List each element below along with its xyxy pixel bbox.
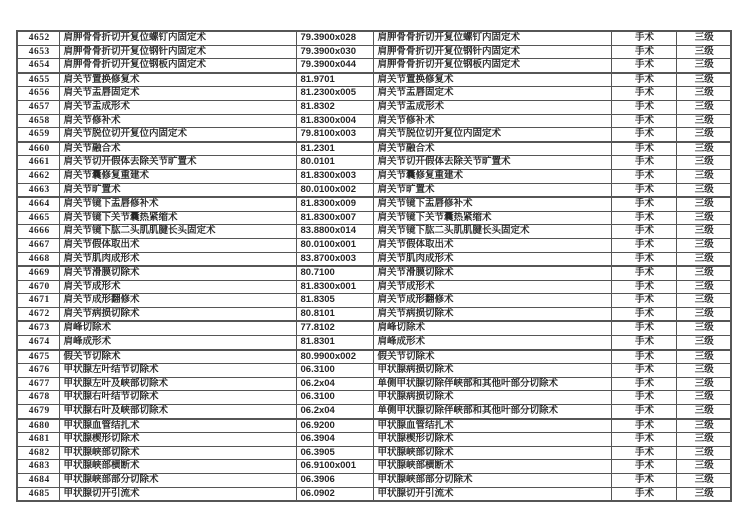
icd-code: 06.9100x001 — [296, 460, 373, 474]
icd-code: 80.8101 — [296, 307, 373, 321]
procedure-alt-name: 肩关节肌肉成形术 — [373, 252, 611, 266]
row-number: 4673 — [17, 321, 59, 335]
operation-level: 三级 — [676, 197, 731, 211]
table-row — [17, 211, 731, 225]
icd-code: 06.3100 — [296, 364, 373, 378]
procedure-alt-name: 甲状腺楔形切除术 — [373, 433, 611, 447]
operation-category: 手术 — [611, 460, 676, 474]
operation-level: 三级 — [676, 87, 731, 101]
row-number: 4657 — [17, 100, 59, 114]
operation-category: 手术 — [611, 87, 676, 101]
row-number: 4671 — [17, 294, 59, 308]
table-row — [17, 307, 731, 321]
table-row — [17, 446, 731, 460]
icd-code: 80.9900x002 — [296, 350, 373, 364]
table-row — [17, 59, 731, 73]
table-row — [17, 433, 731, 447]
procedure-name: 肩关节囊修复重建术 — [59, 169, 296, 183]
row-number: 4654 — [17, 59, 59, 73]
table-body — [17, 31, 731, 501]
icd-code: 80.0100x001 — [296, 238, 373, 252]
operation-category: 手术 — [611, 156, 676, 170]
table-row — [17, 252, 731, 266]
operation-category: 手术 — [611, 142, 676, 156]
procedure-alt-name: 甲状腺峡部切除术 — [373, 446, 611, 460]
table-row — [17, 197, 731, 211]
procedure-alt-name: 单侧甲状腺切除伴峡部和其他叶部分切除术 — [373, 405, 611, 419]
operation-level: 三级 — [676, 460, 731, 474]
procedure-alt-name: 肩关节滑膜切除术 — [373, 266, 611, 280]
table-row — [17, 364, 731, 378]
procedure-name: 肩胛骨骨折切开复位钢板内固定术 — [59, 59, 296, 73]
row-number: 4675 — [17, 350, 59, 364]
table-row — [17, 280, 731, 294]
procedure-name: 肩胛骨骨折切开复位螺钉内固定术 — [59, 31, 296, 45]
procedure-name: 甲状腺左叶结节切除术 — [59, 364, 296, 378]
table-row — [17, 266, 731, 280]
procedure-name: 假关节切除术 — [59, 350, 296, 364]
row-number: 4656 — [17, 87, 59, 101]
icd-code: 79.3900x030 — [296, 45, 373, 59]
row-number: 4664 — [17, 197, 59, 211]
operation-category: 手术 — [611, 31, 676, 45]
procedure-alt-name: 甲状腺病损切除术 — [373, 391, 611, 405]
table-row — [17, 183, 731, 197]
row-number: 4667 — [17, 238, 59, 252]
procedure-alt-name: 甲状腺切开引流术 — [373, 487, 611, 501]
icd-code: 81.8300x001 — [296, 280, 373, 294]
row-number: 4677 — [17, 377, 59, 391]
operation-level: 三级 — [676, 294, 731, 308]
icd-code: 06.3904 — [296, 433, 373, 447]
operation-category: 手术 — [611, 169, 676, 183]
row-number: 4668 — [17, 252, 59, 266]
procedure-name: 甲状腺峡部部分切除术 — [59, 474, 296, 488]
procedure-name: 肩关节融合术 — [59, 142, 296, 156]
table-row — [17, 377, 731, 391]
operation-category: 手术 — [611, 266, 676, 280]
icd-code: 80.7100 — [296, 266, 373, 280]
operation-level: 三级 — [676, 45, 731, 59]
operation-category: 手术 — [611, 183, 676, 197]
icd-code: 06.3906 — [296, 474, 373, 488]
procedure-name: 肩胛骨骨折切开复位钢针内固定术 — [59, 45, 296, 59]
procedure-alt-name: 肩关节置换修复术 — [373, 73, 611, 87]
procedure-name: 肩关节修补术 — [59, 114, 296, 128]
procedure-name: 肩关节镜下关节囊热紧缩术 — [59, 211, 296, 225]
procedure-alt-name: 单侧甲状腺切除伴峡部和其他叶部分切除术 — [373, 377, 611, 391]
procedure-alt-name: 肩峰成形术 — [373, 336, 611, 350]
row-number: 4682 — [17, 446, 59, 460]
operation-level: 三级 — [676, 405, 731, 419]
row-number: 4670 — [17, 280, 59, 294]
operation-category: 手术 — [611, 100, 676, 114]
row-number: 4685 — [17, 487, 59, 501]
row-number: 4655 — [17, 73, 59, 87]
icd-code: 81.8300x003 — [296, 169, 373, 183]
operation-category: 手术 — [611, 128, 676, 142]
table-row — [17, 487, 731, 501]
icd-code: 79.8100x003 — [296, 128, 373, 142]
table-row — [17, 156, 731, 170]
table-row — [17, 45, 731, 59]
table-row — [17, 73, 731, 87]
operation-level: 三级 — [676, 487, 731, 501]
table-row — [17, 405, 731, 419]
procedure-alt-name: 肩关节病损切除术 — [373, 307, 611, 321]
procedure-name: 肩关节镜下肱二头肌肌腱长头固定术 — [59, 225, 296, 239]
procedure-name: 肩峰成形术 — [59, 336, 296, 350]
table-row — [17, 100, 731, 114]
icd-code: 81.8300x004 — [296, 114, 373, 128]
operation-level: 三级 — [676, 433, 731, 447]
operation-level: 三级 — [676, 114, 731, 128]
operation-level: 三级 — [676, 100, 731, 114]
row-number: 4652 — [17, 31, 59, 45]
operation-category: 手术 — [611, 321, 676, 335]
procedure-name: 肩关节成形翻修术 — [59, 294, 296, 308]
operation-level: 三级 — [676, 446, 731, 460]
procedure-name: 肩关节脱位切开复位内固定术 — [59, 128, 296, 142]
operation-level: 三级 — [676, 419, 731, 433]
icd-code: 80.0100x002 — [296, 183, 373, 197]
icd-code: 81.2301 — [296, 142, 373, 156]
operation-level: 三级 — [676, 156, 731, 170]
icd-code: 81.8305 — [296, 294, 373, 308]
operation-category: 手术 — [611, 294, 676, 308]
procedure-alt-name: 肩关节镜下盂唇修补术 — [373, 197, 611, 211]
operation-level: 三级 — [676, 321, 731, 335]
operation-level: 三级 — [676, 391, 731, 405]
icd-code: 81.9701 — [296, 73, 373, 87]
operation-category: 手术 — [611, 391, 676, 405]
table-row — [17, 169, 731, 183]
icd-code: 83.8700x003 — [296, 252, 373, 266]
operation-category: 手术 — [611, 433, 676, 447]
operation-level: 三级 — [676, 59, 731, 73]
procedure-alt-name: 假关节切除术 — [373, 350, 611, 364]
table-row — [17, 294, 731, 308]
procedure-name: 肩关节滑膜切除术 — [59, 266, 296, 280]
operation-level: 三级 — [676, 474, 731, 488]
table-row — [17, 238, 731, 252]
icd-code: 81.8300x009 — [296, 197, 373, 211]
row-number: 4661 — [17, 156, 59, 170]
row-number: 4669 — [17, 266, 59, 280]
row-number: 4678 — [17, 391, 59, 405]
procedure-name: 甲状腺右叶结节切除术 — [59, 391, 296, 405]
operation-category: 手术 — [611, 59, 676, 73]
operation-category: 手术 — [611, 474, 676, 488]
procedure-alt-name: 肩关节旷置术 — [373, 183, 611, 197]
operation-category: 手术 — [611, 238, 676, 252]
operation-category: 手术 — [611, 280, 676, 294]
procedure-table — [16, 30, 732, 502]
operation-level: 三级 — [676, 183, 731, 197]
operation-category: 手术 — [611, 211, 676, 225]
procedure-name: 甲状腺楔形切除术 — [59, 433, 296, 447]
operation-category: 手术 — [611, 197, 676, 211]
row-number: 4674 — [17, 336, 59, 350]
icd-code: 06.3905 — [296, 446, 373, 460]
procedure-alt-name: 甲状腺病损切除术 — [373, 364, 611, 378]
procedure-alt-name: 肩关节脱位切开复位内固定术 — [373, 128, 611, 142]
procedure-alt-name: 肩关节假体取出术 — [373, 238, 611, 252]
table-row — [17, 391, 731, 405]
operation-level: 三级 — [676, 336, 731, 350]
procedure-alt-name: 肩关节镜下关节囊热紧缩术 — [373, 211, 611, 225]
row-number: 4662 — [17, 169, 59, 183]
table-row — [17, 128, 731, 142]
table-row — [17, 350, 731, 364]
operation-category: 手术 — [611, 307, 676, 321]
operation-category: 手术 — [611, 364, 676, 378]
operation-category: 手术 — [611, 446, 676, 460]
icd-code: 80.0101 — [296, 156, 373, 170]
row-number: 4653 — [17, 45, 59, 59]
procedure-alt-name: 肩关节盂成形术 — [373, 100, 611, 114]
icd-code: 77.8102 — [296, 321, 373, 335]
procedure-alt-name: 肩峰切除术 — [373, 321, 611, 335]
operation-level: 三级 — [676, 211, 731, 225]
table-row — [17, 87, 731, 101]
operation-level: 三级 — [676, 350, 731, 364]
row-number: 4663 — [17, 183, 59, 197]
icd-code: 81.8301 — [296, 336, 373, 350]
procedure-alt-name: 甲状腺血管结扎术 — [373, 419, 611, 433]
procedure-alt-name: 肩关节盂唇固定术 — [373, 87, 611, 101]
table-row — [17, 114, 731, 128]
procedure-alt-name: 甲状腺峡部横断术 — [373, 460, 611, 474]
procedure-alt-name: 肩关节成形翻修术 — [373, 294, 611, 308]
procedure-name: 肩关节镜下盂唇修补术 — [59, 197, 296, 211]
procedure-alt-name: 肩关节切开假体去除关节旷置术 — [373, 156, 611, 170]
row-number: 4676 — [17, 364, 59, 378]
icd-code: 06.0902 — [296, 487, 373, 501]
procedure-alt-name: 肩胛骨骨折切开复位螺钉内固定术 — [373, 31, 611, 45]
row-number: 4680 — [17, 419, 59, 433]
operation-category: 手术 — [611, 419, 676, 433]
icd-code: 83.8800x014 — [296, 225, 373, 239]
operation-category: 手术 — [611, 377, 676, 391]
icd-code: 06.2x04 — [296, 377, 373, 391]
procedure-name: 肩关节假体取出术 — [59, 238, 296, 252]
procedure-name: 肩关节肌肉成形术 — [59, 252, 296, 266]
table-row — [17, 31, 731, 45]
table-row — [17, 460, 731, 474]
procedure-alt-name: 肩关节囊修复重建术 — [373, 169, 611, 183]
procedure-alt-name: 肩胛骨骨折切开复位钢针内固定术 — [373, 45, 611, 59]
row-number: 4659 — [17, 128, 59, 142]
icd-code: 79.3900x028 — [296, 31, 373, 45]
procedure-name: 肩关节切开假体去除关节旷置术 — [59, 156, 296, 170]
operation-level: 三级 — [676, 142, 731, 156]
row-number: 4684 — [17, 474, 59, 488]
operation-category: 手术 — [611, 252, 676, 266]
procedure-name: 肩关节病损切除术 — [59, 307, 296, 321]
table-row — [17, 474, 731, 488]
operation-level: 三级 — [676, 377, 731, 391]
icd-code: 81.8300x007 — [296, 211, 373, 225]
row-number: 4666 — [17, 225, 59, 239]
operation-category: 手术 — [611, 405, 676, 419]
operation-level: 三级 — [676, 73, 731, 87]
operation-level: 三级 — [676, 31, 731, 45]
procedure-alt-name: 肩关节修补术 — [373, 114, 611, 128]
operation-level: 三级 — [676, 238, 731, 252]
procedure-alt-name: 肩胛骨骨折切开复位钢板内固定术 — [373, 59, 611, 73]
operation-category: 手术 — [611, 45, 676, 59]
procedure-name: 甲状腺血管结扎术 — [59, 419, 296, 433]
procedure-name: 甲状腺峡部横断术 — [59, 460, 296, 474]
procedure-name: 甲状腺切开引流术 — [59, 487, 296, 501]
operation-level: 三级 — [676, 280, 731, 294]
procedure-alt-name: 肩关节镜下肱二头肌肌腱长头固定术 — [373, 225, 611, 239]
row-number: 4660 — [17, 142, 59, 156]
operation-level: 三级 — [676, 266, 731, 280]
table-row — [17, 336, 731, 350]
operation-level: 三级 — [676, 252, 731, 266]
operation-level: 三级 — [676, 225, 731, 239]
procedure-name: 甲状腺峡部切除术 — [59, 446, 296, 460]
procedure-name: 肩关节盂唇固定术 — [59, 87, 296, 101]
icd-code: 81.2300x005 — [296, 87, 373, 101]
operation-category: 手术 — [611, 225, 676, 239]
procedure-alt-name: 肩关节成形术 — [373, 280, 611, 294]
procedure-name: 肩关节置换修复术 — [59, 73, 296, 87]
row-number: 4681 — [17, 433, 59, 447]
icd-code: 06.2x04 — [296, 405, 373, 419]
icd-code: 81.8302 — [296, 100, 373, 114]
procedure-name: 甲状腺左叶及峡部切除术 — [59, 377, 296, 391]
operation-level: 三级 — [676, 307, 731, 321]
table-row — [17, 419, 731, 433]
row-number: 4683 — [17, 460, 59, 474]
operation-category: 手术 — [611, 336, 676, 350]
operation-category: 手术 — [611, 487, 676, 501]
icd-code: 06.3100 — [296, 391, 373, 405]
row-number: 4672 — [17, 307, 59, 321]
operation-level: 三级 — [676, 128, 731, 142]
icd-code: 06.9200 — [296, 419, 373, 433]
operation-level: 三级 — [676, 169, 731, 183]
icd-code: 79.3900x044 — [296, 59, 373, 73]
operation-category: 手术 — [611, 350, 676, 364]
table-row — [17, 321, 731, 335]
row-number: 4665 — [17, 211, 59, 225]
operation-level: 三级 — [676, 364, 731, 378]
procedure-alt-name: 甲状腺峡部部分切除术 — [373, 474, 611, 488]
operation-category: 手术 — [611, 114, 676, 128]
table-row — [17, 225, 731, 239]
procedure-name: 肩关节盂成形术 — [59, 100, 296, 114]
procedure-alt-name: 肩关节融合术 — [373, 142, 611, 156]
procedure-name: 肩峰切除术 — [59, 321, 296, 335]
procedure-name: 肩关节旷置术 — [59, 183, 296, 197]
operation-category: 手术 — [611, 73, 676, 87]
row-number: 4658 — [17, 114, 59, 128]
procedure-name: 甲状腺右叶及峡部切除术 — [59, 405, 296, 419]
row-number: 4679 — [17, 405, 59, 419]
procedure-name: 肩关节成形术 — [59, 280, 296, 294]
table-row — [17, 142, 731, 156]
